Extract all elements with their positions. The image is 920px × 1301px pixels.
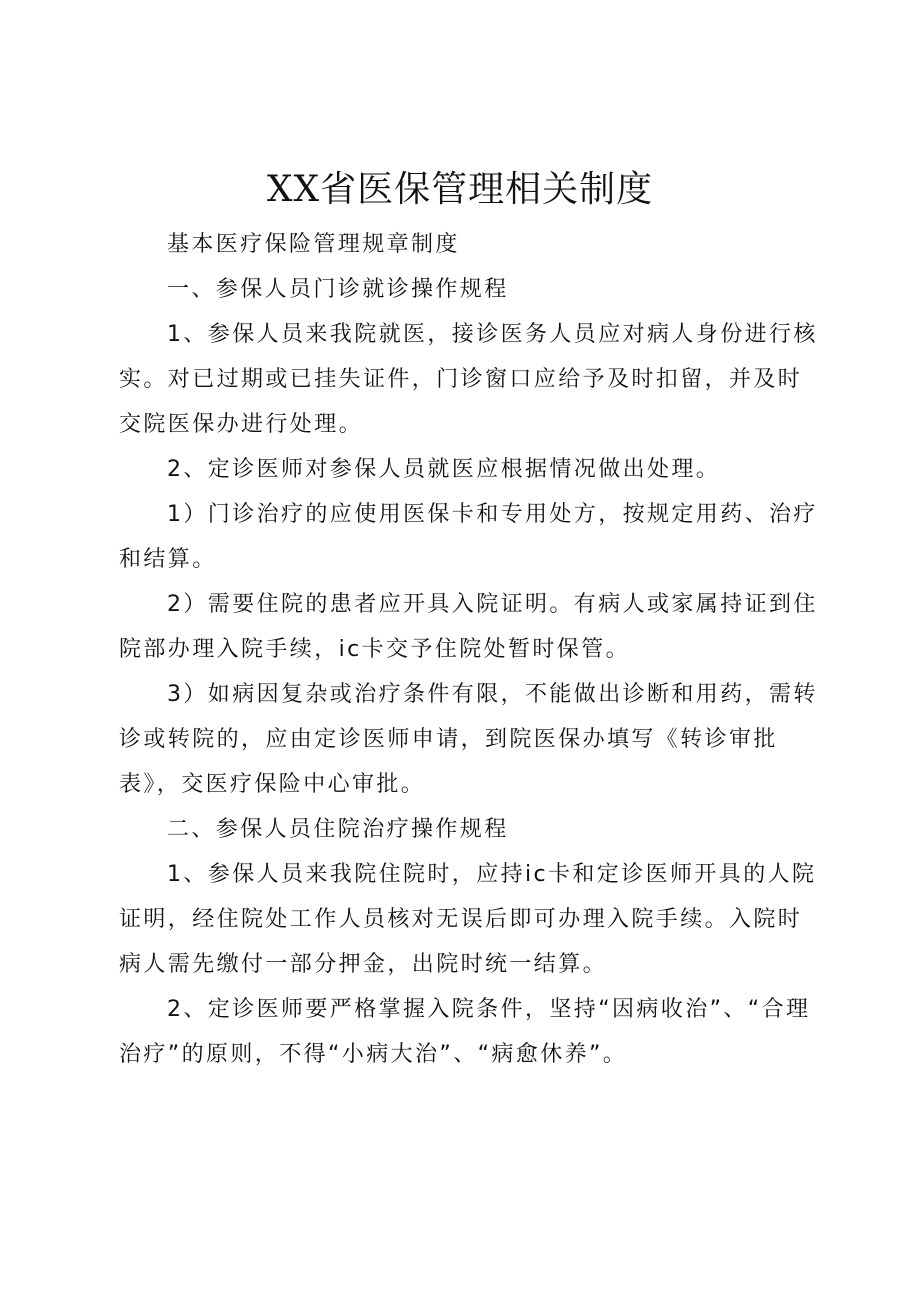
body-paragraph: 2）需要住院的患者应开具入院证明。有病人或家属持证到住院部办理入院手续，ic卡交予住院处暂时保管。 xyxy=(119,592,818,662)
body-paragraph: 2、定诊医师对参保人员就医应根据情况做出处理。 xyxy=(167,457,721,482)
document-body xyxy=(119,222,821,1077)
body-paragraph: 3）如病因复杂或治疗条件有限，不能做出诊断和用药，需转诊或转院的，应由定诊医师申请，到院医保办填写《转诊审批表》，交医疗保险中心审批。 xyxy=(119,682,818,797)
section-heading: 基本医疗保险管理规章制度 xyxy=(167,232,460,257)
document-title: XX省医保管理相关制度 xyxy=(266,169,654,210)
body-paragraph: 1、参保人员来我院住院时，应持ic卡和定诊医师开具的人院证明，经住院处工作人员核对无误后即可办理入院手续。入院时病人需先缴付一部分押金，出院时统一结算。 xyxy=(119,862,817,977)
subsection-heading: 一、参保人员门诊就诊操作规程 xyxy=(167,277,509,302)
body-paragraph: 1）门诊治疗的应使用医保卡和专用处方，按规定用药、治疗和结算。 xyxy=(119,502,818,572)
body-paragraph: 2、定诊医师要严格掌握入院条件，坚持“因病收治”、“合理治疗”的原则，不得“小病大治”、“病愈休养”。 xyxy=(119,997,811,1067)
body-paragraph: 1、参保人员来我院就医，接诊医务人员应对病人身份进行核实。对已过期或已挂失证件，门诊窗口应给予及时扣留，并及时交院医保办进行处理。 xyxy=(119,322,818,437)
subsection-heading: 二、参保人员住院治疗操作规程 xyxy=(167,817,509,842)
